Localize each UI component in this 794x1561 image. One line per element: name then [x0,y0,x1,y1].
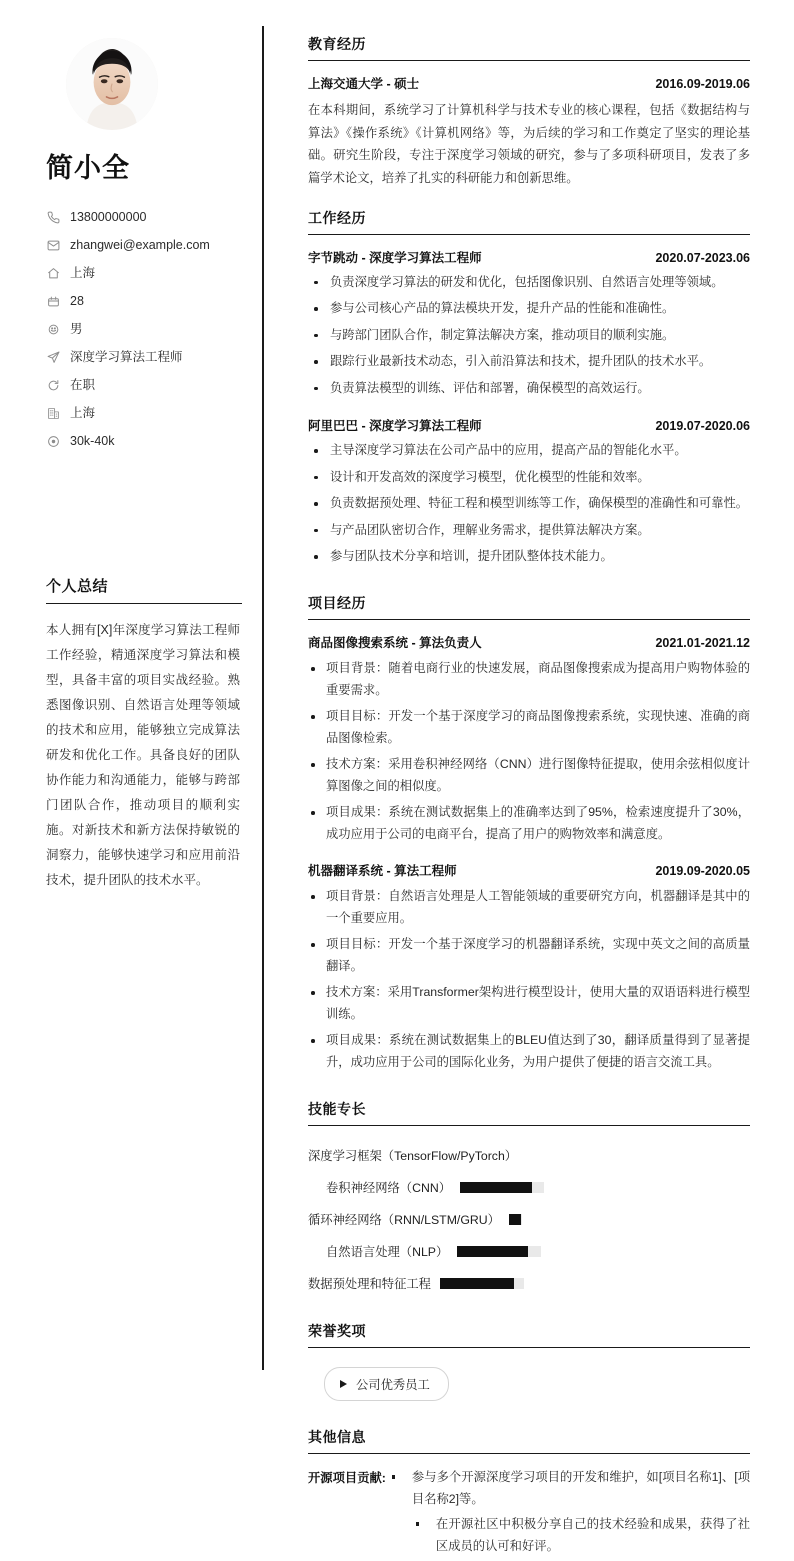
other-section [308,1427,750,1561]
contact-list [46,203,242,455]
skill-label: 自然语言处理（NLP） [326,1245,449,1260]
bullet-list [308,273,750,399]
list-item: 参与公司核心产品的算法模块开发，提升产品的性能和准确性。 [308,299,750,319]
work-heading: 工作经历 [308,208,750,235]
building-icon [46,406,60,420]
skill-progress-fill [509,1214,521,1225]
page-title: 简小全 [46,153,130,183]
other-body [386,1467,750,1561]
skill-progress-bar [440,1278,524,1289]
projects-section [308,593,750,1073]
entry-date: 2019.07-2020.06 [655,419,750,434]
contact-item-phone [46,203,242,231]
contact-item-salary [46,427,242,455]
skill-item [326,1235,541,1267]
list-item: 技术方案：采用卷积神经网络（CNN）进行图像特征提取，使用余弦相似度计算图像之间的相似度。 [308,754,750,797]
skill-progress-fill [460,1182,532,1193]
award-badge[interactable] [324,1367,449,1401]
contact-value: zhangwei@example.com [70,238,210,252]
contact-value: 28 [70,294,84,308]
entry-date: 2021.01-2021.12 [655,636,750,650]
project-entry [308,633,750,845]
other-row [308,1467,750,1561]
projects-heading: 项目经历 [308,593,750,620]
list-item: 技术方案：采用Transformer架构进行模型设计，使用大量的双语语料进行模型训练。 [308,982,750,1025]
list-item: 参与团队技术分享和培训，提升团队整体技术能力。 [308,547,750,567]
calendar-icon [46,294,60,308]
entry-title: 机器翻译系统 - 算法工程师 [308,864,457,879]
skill-progress-bar [457,1246,541,1257]
entry-date: 2020.07-2023.06 [655,250,750,265]
summary-heading: 个人总结 [46,575,242,604]
contact-value: 13800000000 [70,210,147,224]
phone-icon [46,210,60,224]
entry-description: 在本科期间，系统学习了计算机科学与技术专业的核心课程，包括《数据结构与算法》《操作系统》《计算机网络》等，为后续的学习和工作奠定了坚实的理论基础。研究生阶段，专注于深度学习领域的研究，参与了多项科研项目，发表了多篇学术论文，培养了扎实的科研能力和创新思维。 [308,103,750,186]
awards-section [308,1321,750,1409]
contact-value: 深度学习算法工程师 [70,350,183,364]
skills-grid [308,1139,750,1299]
contact-value: 上海 [70,406,96,420]
list-item: 项目成果：系统在测试数据集上的准确率达到了95%，检索速度提升了30%，成功应用于公司的电商平台，提高了用户的购物效率和满意度。 [308,802,750,845]
portrait-photo-icon [66,38,158,130]
list-item: 与产品团队密切合作，理解业务需求，提供算法解决方案。 [308,521,750,541]
contact-item-gender [46,315,242,343]
contact-value: 在职 [70,378,96,392]
list-item: 跟踪行业最新技术动态，引入前沿算法和技术，提升团队的技术水平。 [308,352,750,372]
skill-label: 深度学习框架（TensorFlow/PyTorch） [308,1149,518,1164]
education-section [308,34,750,190]
list-item: 负责算法模型的训练、评估和部署，确保模型的高效运行。 [308,379,750,399]
education-entry [308,74,750,190]
entry-date: 2019.09-2020.05 [655,864,750,879]
skill-item [308,1267,524,1299]
list-item: 在开源社区中积极分享自己的技术经验和成果，获得了社区成员的认可和好评。 [390,1514,750,1558]
other-heading: 其他信息 [308,1427,750,1454]
refresh-icon [46,378,60,392]
list-item: 项目背景：随着电商行业的快速发展，商品图像搜索成为提高用户购物体验的重要需求。 [308,658,750,701]
entry-title: 上海交通大学 - 硕士 [308,77,420,91]
list-item: 主导深度学习算法在公司产品中的应用，提高产品的智能化水平。 [308,441,750,461]
work-entry [308,248,750,399]
entry-title: 商品图像搜索系统 - 算法负责人 [308,636,482,650]
list-item: 项目成果：系统在测试数据集上的BLEU值达到了30，翻译质量得到了显著提升，成功应用于公司的国际化业务，为用户提供了便捷的语言交流工具。 [308,1030,750,1073]
list-item: 与跨部门团队合作，制定算法解决方案，推动项目的顺利实施。 [308,326,750,346]
list-item: 负责数据预处理、特征工程和模型训练等工作，确保模型的准确性和可靠性。 [308,494,750,514]
skill-label: 数据预处理和特征工程 [308,1277,431,1292]
entry-title: 阿里巴巴 - 深度学习算法工程师 [308,419,482,434]
list-item: 负责深度学习算法的研发和优化，包括图像识别、自然语言处理等领域。 [308,273,750,293]
skill-item [326,1171,544,1203]
list-item: 项目目标：开发一个基于深度学习的机器翻译系统，实现中英文之间的高质量翻译。 [308,934,750,977]
list-item: 参与多个开源深度学习项目的开发和维护，如[项目名称1]、[项目名称2]等。 [390,1467,750,1511]
contact-item-email [46,231,242,259]
target-icon [46,434,60,448]
sidebar [0,0,264,1402]
contact-item-position [46,343,242,371]
skill-progress-bar [460,1182,544,1193]
skill-label: 循环神经网络（RNN/LSTM/GRU） [308,1213,500,1228]
contact-item-status [46,371,242,399]
other-label: 开源项目贡献: [308,1471,386,1486]
awards-heading: 荣誉奖项 [308,1321,750,1348]
bullet-list [308,886,750,1073]
skills-section [308,1099,750,1299]
work-section [308,208,750,567]
skill-progress-bar [509,1214,522,1225]
skill-progress-fill [440,1278,514,1289]
envelope-icon [46,238,60,252]
list-item: 项目背景：自然语言处理是人工智能领域的重要研究方向，机器翻译是其中的一个重要应用。 [308,886,750,929]
entry-header [308,74,750,92]
award-label: 公司优秀员工 [356,1378,430,1393]
main-content [264,0,794,1553]
bullet-list [308,441,750,567]
paper-plane-icon [46,350,60,364]
contact-item-city [46,399,242,427]
skill-label: 卷积神经网络（CNN） [326,1181,452,1196]
entry-header [308,248,750,266]
home-icon [46,266,60,280]
contact-value: 30k-40k [70,434,115,448]
skills-heading: 技能专长 [308,1099,750,1126]
education-heading: 教育经历 [308,34,750,61]
project-entry [308,861,750,1073]
list-item: 项目目标：开发一个基于深度学习的商品图像搜索系统，实现快速、准确的商品图像检索。 [308,706,750,749]
bullet-list [308,658,750,845]
summary-text: 本人拥有[X]年深度学习算法工程师工作经验，精通深度学习算法和模型，具备丰富的项目实战经验。熟悉图像识别、自然语言处理等领域的技术和应用，能够独立完成算法研发和优化工作。具备良好的团队协作能力和沟通能力，能够与跨部门团队合作，推动项目的顺利实施。对新技术和新方法保持敏锐的洞察力，能够快速学习和应用前沿技术，提升团队的技术水平。 [46,623,240,887]
summary-section [46,575,242,893]
skill-progress-fill [457,1246,528,1257]
contact-value: 上海 [70,266,96,280]
skill-item [308,1139,517,1171]
contact-value: 男 [70,322,83,336]
entry-header [308,861,750,879]
entry-date: 2016.09-2019.06 [655,77,750,91]
list-item: 设计和开发高效的深度学习模型，优化模型的性能和效率。 [308,468,750,488]
entry-header [308,416,750,434]
awards-row [308,1361,750,1409]
gender-icon [46,322,60,336]
entry-title: 字节跳动 - 深度学习算法工程师 [308,250,482,265]
entry-header [308,633,750,651]
bullet-list [390,1467,750,1558]
play-triangle-icon [340,1380,347,1388]
contact-item-location [46,259,242,287]
contact-item-age [46,287,242,315]
avatar [66,38,158,130]
work-entry [308,416,750,567]
skill-item [308,1203,522,1235]
